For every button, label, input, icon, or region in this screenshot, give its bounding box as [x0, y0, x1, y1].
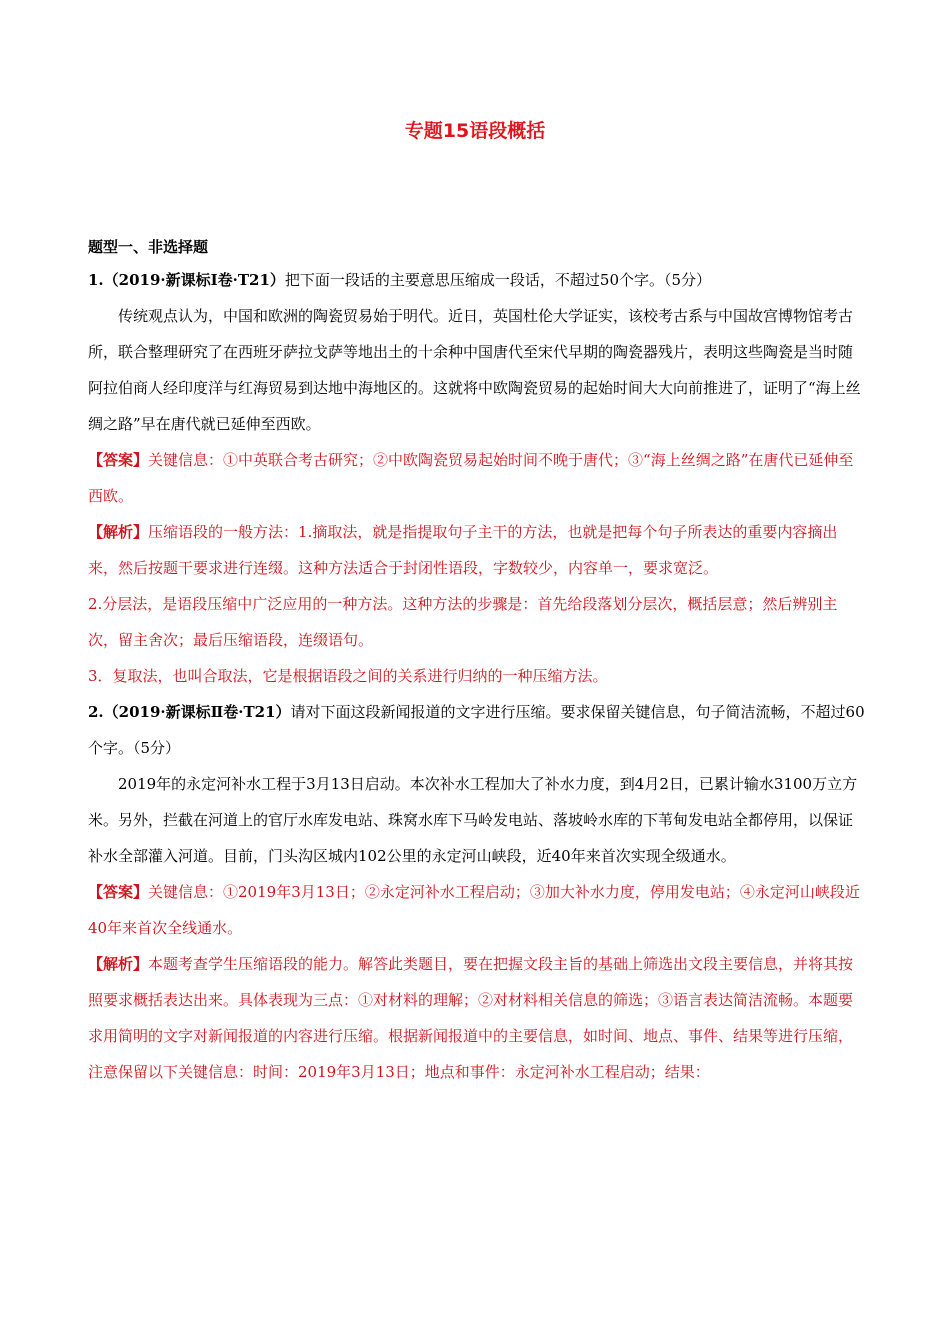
question-1-prompt: 把下面一段话的主要意思压缩成一段话，不超过50个字。（5分） [284, 271, 712, 289]
question-2-source: （2019·新课标Ⅱ卷·T21） [103, 703, 291, 721]
answer-text: 关键信息：①中英联合考古研究；②中欧陶瓷贸易起始时间不晚于唐代；③“海上丝绸之路”在唐代已延伸至西欧。 [88, 451, 854, 505]
document-body [88, 262, 866, 1090]
question-1-source: （2019·新课标Ⅰ卷·T21） [103, 271, 285, 289]
question-1-answer [88, 442, 866, 514]
question-1-number: 1. [88, 271, 104, 289]
answer-tag: 【答案】 [88, 883, 149, 901]
analysis-tag: 【解析】 [88, 523, 149, 541]
question-1-passage: 传统观点认为，中国和欧洲的陶瓷贸易始于明代。近日，英国杜伦大学证实，该校考古系与中国故宫博物馆考古所，联合整理研究了在西班牙萨拉戈萨等地出土的十余种中国唐代至宋代早期的陶瓷器残片，表明这些陶瓷是当时随阿拉伯商人经印度洋与红海贸易到达地中海地区的。这就将中欧陶瓷贸易的起始时间大大向前推进了，证明了“海上丝绸之路”早在唐代就已延伸至西欧。 [88, 307, 861, 433]
question-2-analysis [88, 946, 866, 1090]
analysis-tag: 【解析】 [88, 955, 149, 973]
question-2-number: 2. [88, 703, 104, 721]
page-title: 专题15语段概括 [404, 120, 546, 142]
question-2-header [88, 694, 866, 766]
question-1-analysis-3: 3．复取法，也叫合取法，它是根据语段之间的关系进行归纳的一种压缩方法。 [88, 667, 608, 685]
question-2-passage: 2019年的永定河补水工程于3月13日启动。本次补水工程加大了补水力度，到4月2日，已累计输水3100万立方米。另外，拦截在河道上的官厅水库发电站、珠窝水库下马岭发电站、落坡岭水库的下苇甸发电站全都停用，以保证补水全部灌入河道。目前，门头沟区城内102公里的永定河山峡段，近40年来首次实现全级通水。 [88, 775, 858, 865]
question-1-analysis-2: 2.分层法，是语段压缩中广泛应用的一种方法。这种方法的步骤是：首先给段落划分层次，概括层意；然后辨别主次，留主舍次；最后压缩语段，连缀语句。 [88, 595, 838, 649]
answer-tag: 【答案】 [88, 451, 149, 469]
question-2-prompt: 请对下面这段新闻报道的文字进行压缩。要求保留关键信息，句子简洁流畅，不超过60个字。（5分） [88, 703, 865, 757]
question-1-header [88, 262, 866, 298]
analysis-text: 压缩语段的一般方法：1.摘取法，就是指提取句子主干的方法，也就是把每个句子所表达的重要内容摘出来，然后按题干要求进行连缀。这种方法适合于封闭性语段，字数较少，内容单一，要求宽泛。 [88, 523, 838, 577]
question-2-answer [88, 874, 866, 946]
answer-text: 关键信息：①2019年3月13日；②永定河补水工程启动；③加大补水力度，停用发电站；④永定河山峡段近40年来首次全线通水。 [88, 883, 860, 937]
section-heading: 题型一、非选择题 [88, 238, 209, 256]
question-1-analysis [88, 514, 866, 586]
analysis-text: 本题考查学生压缩语段的能力。解答此类题目，要在把握文段主旨的基础上筛选出文段主要信息，并将其按照要求概括表达出来。具体表现为三点：①对材料的理解；②对材料相关信息的筛选；③语言表达简洁流畅。本题要求用简明的文字对新闻报道的内容进行压缩。根据新闻报道中的主要信息，如时间、地点、事件、结果等进行压缩，注意保留以下关键信息：时间：2019年3月13日；地点和事件：永定河补水工程启动；结果： [88, 955, 854, 1081]
